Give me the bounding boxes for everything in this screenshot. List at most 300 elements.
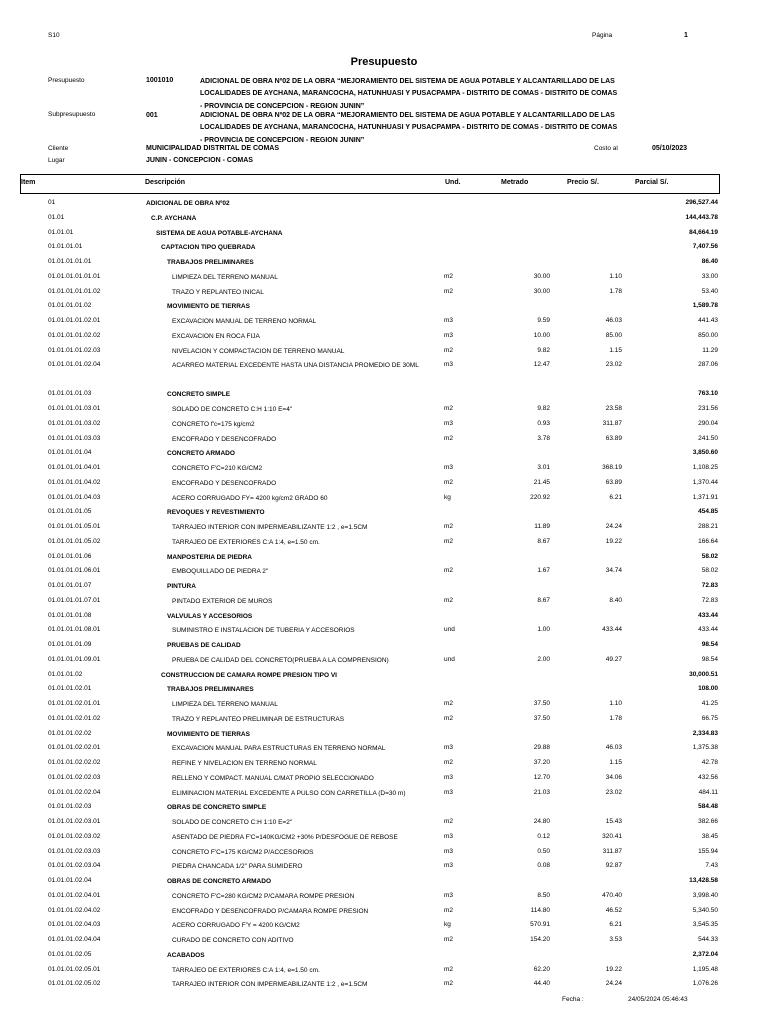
lugar-value: JUNIN - CONCEPCION - COMAS [146,157,253,164]
table-row [0,801,768,816]
table-row [0,654,768,669]
item-code: 01.01.01.01.04.02 [48,478,101,486]
item-precio: 15.43 [605,818,622,825]
item-code: 01.01.01.02.05.02 [48,980,101,988]
item-parcial: 763.10 [698,390,718,398]
table-row [0,890,768,905]
item-description: REVOQUES Y REVESTIMIENTO [167,509,265,517]
header-und: Und. [445,179,461,186]
item-precio: 92.87 [605,862,622,870]
table-row [0,978,768,993]
item-parcial: 38.45 [701,832,718,840]
costo-label: Costo al [594,145,618,152]
item-parcial: 584.48 [698,803,718,811]
item-precio: 6.21 [609,493,622,501]
item-description: ACERO CORRUGADO FY= 4200 kg/cm2 GRADO 60 [172,494,328,502]
item-metrado: 1.00 [537,626,550,634]
item-code: 01.01.01.01.03.01 [48,405,101,412]
item-unit: m2 [444,906,454,914]
item-description: SUMINISTRO E INSTALACION DE TUBERIA Y ACCESORIOS [172,627,355,635]
item-code: 01.01.01.01.01.01 [48,272,101,280]
item-code: 01 [48,199,56,206]
item-description: CONCRETO f'c=175 kg/cm2 [172,420,255,428]
table-row [0,286,768,301]
item-description: LIMPIEZA DEL TERRENO MANUAL [172,273,278,281]
item-precio: 311.87 [602,419,622,427]
item-code: 01.01.01.01.06.01 [48,567,101,575]
table-row [0,949,768,964]
item-unit: und [444,655,455,663]
item-description: EXCAVACION MANUAL PARA ESTRUCTURAS EN TERRENO NORMAL [172,745,386,753]
item-description: TARRAJEO INTERIOR CON IMPERMEABILIZANTE 1:2 , e=1.5CM [172,524,368,531]
page-label: Página [592,32,613,39]
item-metrado: 24.80 [533,818,550,825]
item-precio: 1.15 [609,759,622,766]
item-parcial: 1,375.38 [692,744,718,752]
item-unit: m2 [444,567,454,575]
item-code: 01.01.01.02.02.02 [48,759,101,766]
item-unit: m3 [444,331,454,339]
table-row [0,433,768,448]
item-precio: 46.03 [605,317,622,324]
page-title: Presupuesto [350,56,418,68]
item-unit: m2 [444,272,454,280]
item-parcial: 41.25 [701,700,718,707]
item-parcial: 544.33 [698,936,718,943]
item-parcial: 296,527.44 [685,199,718,206]
table-row [0,477,768,492]
item-parcial: 155.94 [698,847,718,855]
item-code: 01.01.01.01.02.02 [48,331,101,339]
item-description: MANPOSTERIA DE PIEDRA [167,553,252,561]
table-row [0,388,768,403]
item-code: 01.01.01.01.03.03 [48,434,101,442]
table-row [0,816,768,831]
table-row [0,580,768,595]
table-row [0,551,768,566]
costo-date: 05/10/2023 [652,145,688,152]
table-row [0,610,768,625]
item-metrado: 0.12 [537,832,550,840]
item-parcial: 241.50 [698,434,718,442]
presupuesto-code: 1001010 [146,77,174,84]
table-row [0,506,768,521]
table-row [0,860,768,875]
item-description: ACABADOS [167,951,205,959]
fecha-label: Fecha : [562,996,584,1003]
item-parcial: 1,108.25 [692,464,718,471]
item-precio: 8.40 [609,596,622,604]
subpresupuesto-code: 001 [146,112,158,119]
item-code: 01.01.01 [48,228,74,236]
table-row [0,964,768,979]
item-code: 01.01.01.02.03 [48,803,92,811]
item-parcial: 433.44 [698,611,718,619]
item-precio: 1.10 [609,272,622,280]
item-unit: m3 [444,317,454,324]
item-code: 01.01.01.02.03.04 [48,862,101,870]
item-code: 01.01.01.01.05 [48,508,92,516]
item-precio: 1.10 [609,700,622,707]
item-unit: m3 [444,832,454,840]
item-unit: m3 [444,464,454,471]
item-parcial: 86.40 [701,258,718,265]
item-description: REFINE Y NIVELACION EN TERRENO NORMAL [172,760,317,767]
item-unit: kg [444,921,451,929]
item-precio: 24.24 [605,523,622,530]
item-unit: m2 [444,965,454,973]
lugar-label: Lugar [48,157,65,164]
item-code: 01.01.01.01.05.01 [48,523,101,530]
item-metrado: 30.00 [533,287,550,295]
item-description: ASENTADO DE PIEDRA F'C=140KG/CM2 +30% P/DESFOGUE DE REBOSE [172,833,398,841]
item-metrado: 8.50 [537,891,550,899]
item-metrado: 29.88 [533,744,550,752]
item-description: TARRAJEO DE EXTERIORES C:A 1:4, e=1.50 cm. [172,538,320,546]
table-row [0,403,768,418]
item-description: ENCOFRADO Y DESENCOFRADO [172,435,277,443]
item-code: 01.01.01.02.02.01 [48,744,101,752]
item-parcial: 84,664.19 [689,228,718,236]
item-description: PINTURA [167,583,196,590]
table-row [0,359,768,388]
item-unit: m2 [444,346,454,354]
item-description: CONCRETO F'C=175 KG/CM2 P/ACCESORIOS [172,848,314,856]
item-code: 01.01.01.01.04 [48,449,92,457]
item-unit: m2 [444,818,454,825]
table-row [0,227,768,242]
item-description: TRABAJOS PRELIMINARES [167,259,254,266]
item-code: 01.01.01.01.01.02 [48,287,101,295]
item-precio: 49.27 [605,655,622,663]
item-code: 01.01.01.02.01 [48,685,92,693]
item-code: 01.01.01.01.09 [48,641,92,648]
item-description: LIMPIEZA DEL TERRENO MANUAL [172,701,278,708]
item-parcial: 287.06 [698,361,718,369]
item-code: 01.01.01.02.04.04 [48,936,101,943]
item-metrado: 9.82 [537,405,550,412]
item-unit: m3 [444,744,454,752]
item-metrado: 154.20 [530,936,550,943]
item-code: 01.01.01.02 [48,670,83,678]
item-metrado: 114.80 [530,906,550,914]
item-precio: 23.02 [605,788,622,796]
item-description: ADICIONAL DE OBRA Nº02 [146,200,230,207]
item-description: ACARREO MATERIAL EXCEDENTE HASTA UNA DISTANCIA PROMEDIO DE 30ML [172,362,419,370]
item-metrado: 10.00 [533,331,550,339]
table-row [0,919,768,934]
table-row [0,742,768,757]
item-code: 01.01.01.01.08 [48,611,92,619]
item-metrado: 0.93 [537,419,550,427]
item-parcial: 231.56 [698,405,718,412]
item-metrado: 12.47 [533,361,550,369]
budget-table-body [0,197,768,993]
table-row [0,757,768,772]
item-parcial: 1,589.78 [692,302,718,310]
item-precio: 6.21 [609,921,622,929]
item-code: 01.01.01.01.01 [48,258,92,265]
item-parcial: 1,195.48 [692,965,718,973]
table-row [0,197,768,212]
item-metrado: 62.20 [533,965,550,973]
item-metrado: 570.91 [530,921,550,929]
table-row [0,565,768,580]
table-row [0,624,768,639]
table-row [0,315,768,330]
item-precio: 19.22 [605,965,622,973]
item-parcial: 382.66 [698,818,718,825]
item-parcial: 433.44 [698,626,718,634]
item-parcial: 33.00 [701,272,718,280]
item-parcial: 2,334.83 [692,729,718,737]
subpresupuesto-description: ADICIONAL DE OBRA Nº02 DE LA OBRA “MEJORAMIENTO DEL SISTEMA DE AGUA POTABLE Y ALCANTARILLADO DE LAS LOCALIDADES DE AYCHANA, MARANCOCHA, HATUNHUASI Y PUSACPAMPA - DISTRITO DE COMAS - DISTRITO DE COMAS - PROVINCIA DE CONCEPCION - REGION JUNIN” [200,112,618,144]
item-description: RELLENO Y COMPACT. MANUAL C/MAT PROPIO SELECCIONADO [172,774,374,782]
item-code: 01.01.01.02.04.03 [48,921,101,929]
item-description: ACERO CORRUGADO F'Y = 4200 KG/CM2 [172,922,300,930]
item-metrado: 220.92 [530,493,550,501]
table-row [0,212,768,227]
item-code: 01.01.01.02.04.02 [48,906,101,914]
table-row [0,595,768,610]
item-code: 01.01.01.02.05.01 [48,965,101,973]
table-row [0,521,768,536]
item-precio: 63.89 [605,434,622,442]
item-unit: m3 [444,862,454,870]
table-row [0,300,768,315]
system-code: S10 [48,32,60,39]
item-metrado: 11.89 [534,523,550,530]
item-description: EXCAVACION EN ROCA FIJA [172,332,260,340]
item-unit: m2 [444,434,454,442]
table-row [0,256,768,271]
item-parcial: 53.40 [701,287,718,295]
item-metrado: 9.59 [537,317,550,324]
item-parcial: 66.75 [701,714,718,722]
item-parcial: 2,372.04 [692,950,718,958]
item-unit: m2 [444,714,454,722]
item-metrado: 37.50 [533,714,550,722]
item-code: 01.01.01.01.02.01 [48,317,101,324]
table-row [0,905,768,920]
header-item: Item [21,179,36,186]
item-parcial: 3,998.40 [692,891,718,899]
item-precio: 34.74 [605,567,622,575]
item-unit: m2 [444,478,454,486]
item-parcial: 290.04 [698,419,718,427]
item-code: 01.01.01.01.04.03 [48,493,101,501]
item-unit: m3 [444,361,454,369]
item-parcial: 98.54 [701,641,718,648]
page-number: 1 [684,32,688,39]
item-description: TRAZO Y REPLANTEO PRELIMINAR DE ESTRUCTURAS [172,715,345,723]
item-metrado: 1.67 [537,567,550,575]
item-unit: m2 [444,596,454,604]
item-description: C.P. AYCHANA [151,214,197,222]
item-precio: 24.24 [605,980,622,988]
item-parcial: 1,371.91 [692,493,718,501]
item-description: TRABAJOS PRELIMINARES [167,686,254,694]
item-description: EMBOQUILLADO DE PIEDRA 2" [172,568,269,576]
item-description: ELIMINACION MATERIAL EXCEDENTE A PULSO CON CARRETILLA (D=30 m) [172,789,406,797]
item-metrado: 44.40 [533,980,550,988]
item-code: 01.01.01.01.04.01 [48,464,101,471]
item-parcial: 166.64 [698,537,718,545]
item-parcial: 13,428.58 [689,877,718,884]
table-row [0,831,768,846]
item-precio: 19.22 [605,537,622,545]
header-parcial: Parcial S/. [635,179,669,186]
item-parcial: 441.43 [698,317,718,324]
item-metrado: 9.82 [537,346,550,354]
presupuesto-label: Presupuesto [48,77,85,84]
item-precio: 23.02 [605,361,622,369]
item-precio: 311.87 [602,847,622,855]
item-unit: m2 [444,936,454,943]
item-metrado: 0.08 [537,862,550,870]
table-header [20,174,720,194]
presupuesto-description: ADICIONAL DE OBRA Nº02 DE LA OBRA “MEJORAMIENTO DEL SISTEMA DE AGUA POTABLE Y ALCANTARILLADO DE LAS LOCALIDADES DE AYCHANA, MARANCOCHA, HATUNHUASI Y PUSACPAMPA - DISTRITO DE COMAS - DISTRITO DE COMAS - PROVINCIA DE CONCEPCION - REGION JUNIN” [200,78,618,110]
item-precio: 23.58 [605,405,622,412]
item-description: CONCRETO ARMADO [167,450,235,458]
table-row [0,418,768,433]
item-metrado: 21.45 [533,478,550,486]
item-description: TARRAJEO INTERIOR CON IMPERMEABILIZANTE 1:2 , e=1.5CM [172,981,368,989]
item-parcial: 11.29 [702,346,718,354]
item-metrado: 2.00 [537,655,550,663]
item-metrado: 3.01 [537,464,550,471]
item-parcial: 3,545.35 [692,921,718,929]
table-row [0,934,768,949]
cliente-label: Cliente [48,145,69,152]
table-row [0,846,768,861]
item-description: CONSTRUCCION DE CAMARA ROMPE PRESION TIPO VI [161,671,337,679]
item-unit: m2 [444,537,454,545]
table-row [0,462,768,477]
item-description: MOVIMIENTO DE TIERRAS [167,730,250,738]
item-code: 01.01.01.01.07.01 [48,596,101,604]
table-row [0,447,768,462]
item-description: ENCOFRADO Y DESENCOFRADO P/CAMARA ROMPE PRESION [172,907,369,915]
subpresupuesto-label: Subpresupuesto [48,111,96,118]
item-code: 01.01.01.02.04.01 [48,891,101,899]
item-code: 01.01.01.02.01.02 [48,714,101,722]
item-parcial: 1,370.44 [692,478,718,486]
item-code: 01.01.01.01.03.02 [48,419,101,427]
item-metrado: 8.67 [537,537,550,545]
item-description: EXCAVACION MANUAL DE TERRENO NORMAL [172,318,317,325]
item-code: 01.01.01.01 [48,243,83,251]
item-unit: m2 [444,523,454,530]
item-code: 01.01.01.02.03.01 [48,818,101,825]
item-code: 01.01.01.02.02 [48,729,92,737]
item-code: 01.01.01.02.04 [48,877,92,884]
item-description: SOLADO DE CONCRETO C:H 1:10 E=2" [172,819,293,826]
cliente-value: MUNICIPALIDAD DISTRITAL DE COMAS [146,145,279,152]
item-unit: m3 [444,847,454,855]
item-precio: 1.15 [609,346,622,354]
item-description: SISTEMA DE AGUA POTABLE-AYCHANA [156,229,283,237]
item-description: OBRAS DE CONCRETO ARMADO [167,878,272,885]
item-unit: m2 [444,759,454,766]
item-description: PINTADO EXTERIOR DE MUROS [172,597,273,605]
table-row [0,669,768,684]
item-unit: m3 [444,788,454,796]
table-row [0,241,768,256]
item-description: CONCRETO F'C=210 KG/CM2 [172,465,263,472]
item-description: PRUEBA DE CALIDAD DEL CONCRETO(PRUEBA A LA COMPRENSION) [172,656,389,664]
item-description: VALVULAS Y ACCESORIOS [167,612,253,620]
item-code: 01.01.01.02.05 [48,950,92,958]
item-parcial: 42.78 [701,759,718,766]
item-parcial: 30,000.51 [689,670,718,678]
item-description: NIVELACION Y COMPACTACION DE TERRENO MANUAL [172,347,345,355]
item-parcial: 58.02 [701,552,718,560]
item-description: PIEDRA CHANCADA 1/2" PARA SUMIDERO [172,863,303,871]
item-precio: 46.03 [605,744,622,752]
item-precio: 34.06 [605,773,622,781]
item-precio: 1.78 [609,714,622,722]
item-unit: m2 [444,700,454,707]
item-description: TRAZO Y REPLANTEO INICAL [172,288,264,296]
item-parcial: 1,076.26 [692,980,718,988]
item-parcial: 98.54 [701,655,718,663]
item-precio: 46.52 [605,906,622,914]
item-description: ENCOFRADO Y DESENCOFRADO [172,479,277,487]
item-description: CONCRETO F'C=280 KG/CM2 P/CAMARA ROMPE PRESION [172,892,355,900]
item-unit: m2 [444,980,454,988]
item-metrado: 8.67 [537,596,550,604]
item-description: CURADO DE CONCRETO CON ADITIVO [172,937,294,944]
item-code: 01.01.01.01.02 [48,302,92,310]
table-row [0,787,768,802]
item-description: TARRAJEO DE EXTERIORES C:A 1:4, e=1.50 cm. [172,966,320,974]
item-code: 01.01.01.01.07 [48,582,92,589]
item-description: CAPTACION TIPO QUEBRADA [161,244,256,252]
item-code: 01.01.01.02.03.03 [48,847,101,855]
item-precio: 85.00 [605,331,622,339]
table-row [0,698,768,713]
item-code: 01.01.01.01.05.02 [48,537,101,545]
item-description: PRUEBAS DE CALIDAD [167,642,241,649]
item-metrado: 37.20 [533,759,550,766]
item-metrado: 12.70 [533,773,550,781]
item-metrado: 30.00 [533,272,550,280]
item-unit: m2 [444,287,454,295]
fecha-value: 24/05/2024 05:46:43 [628,996,688,1003]
item-parcial: 3,850.60 [692,449,718,457]
item-precio: 368.19 [602,464,622,471]
item-precio: 3.53 [609,936,622,943]
item-parcial: 58.02 [701,567,718,575]
table-row [0,536,768,551]
item-parcial: 72.83 [701,596,718,604]
item-parcial: 454.85 [698,508,718,516]
table-row [0,492,768,507]
header-precio: Precio S/. [567,179,599,186]
item-code: 01.01.01.01.02.03 [48,346,101,354]
item-precio: 63.89 [605,478,622,486]
item-precio: 1.78 [609,287,622,295]
item-precio: 320.41 [602,832,622,840]
item-unit: m3 [444,773,454,781]
header-descripcion: Descripción [145,179,186,186]
item-description: MOVIMIENTO DE TIERRAS [167,303,250,311]
table-row [0,728,768,743]
item-parcial: 7,407.56 [692,243,718,251]
item-parcial: 432.56 [698,773,718,781]
item-code: 01.01.01.01.02.04 [48,361,101,369]
